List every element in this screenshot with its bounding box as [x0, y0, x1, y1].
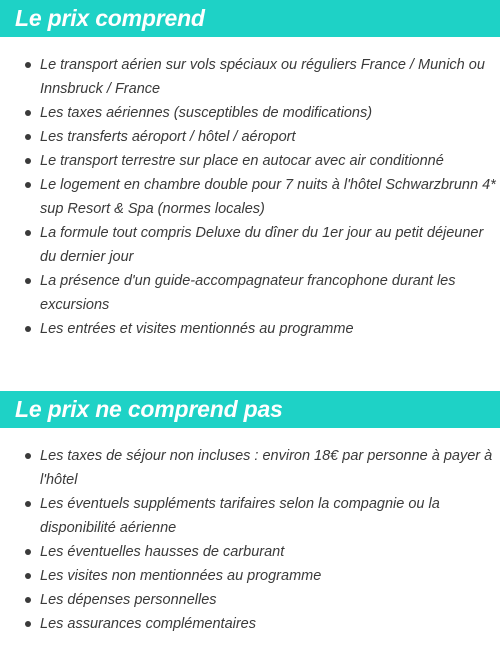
list-item: [0, 53, 500, 101]
list-item-text: Le transport aérien sur vols spéciaux ou réguliers France / Munich ou Innsbruck / France: [40, 57, 485, 97]
list-item: [0, 612, 500, 636]
list-item: [0, 444, 500, 492]
list-item: [0, 317, 500, 341]
section-title-includes: Le prix comprend: [15, 5, 205, 31]
list-item-text: Les taxes aériennes (susceptibles de modifications): [40, 105, 373, 121]
bullet-icon: [25, 549, 31, 555]
list-item-text: Les éventuels suppléments tarifaires selon la compagnie ou la disponibilité aérienne: [40, 496, 440, 536]
list-item-text: Les taxes de séjour non incluses : environ 18€ par personne à payer à l'hôtel: [40, 448, 493, 488]
list-item: [0, 173, 500, 221]
excludes-list: [0, 444, 500, 636]
bullet-icon: [25, 621, 31, 627]
list-item-text: Les entrées et visites mentionnés au programme: [40, 321, 354, 337]
list-item-text: Les visites non mentionnées au programme: [40, 568, 322, 584]
list-item: [0, 101, 500, 125]
list-item: [0, 540, 500, 564]
bullet-icon: [25, 597, 31, 603]
list-item-text: La présence d'un guide-accompagnateur francophone durant les excursions: [40, 273, 456, 313]
bullet-icon: [25, 278, 31, 284]
list-item-text: Le logement en chambre double pour 7 nuits à l'hôtel Schwarzbrunn 4* sup Resort & Spa (normes locales): [40, 177, 496, 217]
section-header-excludes: [0, 391, 500, 428]
list-item: [0, 492, 500, 540]
bullet-icon: [25, 326, 31, 332]
list-item: [0, 588, 500, 612]
list-item: [0, 125, 500, 149]
list-item-text: Les assurances complémentaires: [40, 616, 256, 632]
list-item: [0, 564, 500, 588]
bullet-icon: [25, 110, 31, 116]
bullet-icon: [25, 230, 31, 236]
list-item-text: Les dépenses personnelles: [40, 592, 217, 608]
bullet-icon: [25, 182, 31, 188]
section-header-includes: [0, 0, 500, 37]
bullet-icon: [25, 501, 31, 507]
list-item: [0, 269, 500, 317]
list-item-text: Le transport terrestre sur place en autocar avec air conditionné: [40, 153, 444, 169]
bullet-icon: [25, 62, 31, 68]
bullet-icon: [25, 158, 31, 164]
list-item: [0, 221, 500, 269]
bullet-icon: [25, 134, 31, 140]
list-item-text: La formule tout compris Deluxe du dîner du 1er jour au petit déjeuner du dernier jour: [40, 225, 484, 265]
list-item: [0, 149, 500, 173]
list-item-text: Les transferts aéroport / hôtel / aéroport: [40, 129, 296, 145]
includes-list: [0, 53, 500, 341]
section-title-excludes: Le prix ne comprend pas: [15, 396, 283, 422]
list-item-text: Les éventuelles hausses de carburant: [40, 544, 285, 560]
bullet-icon: [25, 453, 31, 459]
bullet-icon: [25, 573, 31, 579]
